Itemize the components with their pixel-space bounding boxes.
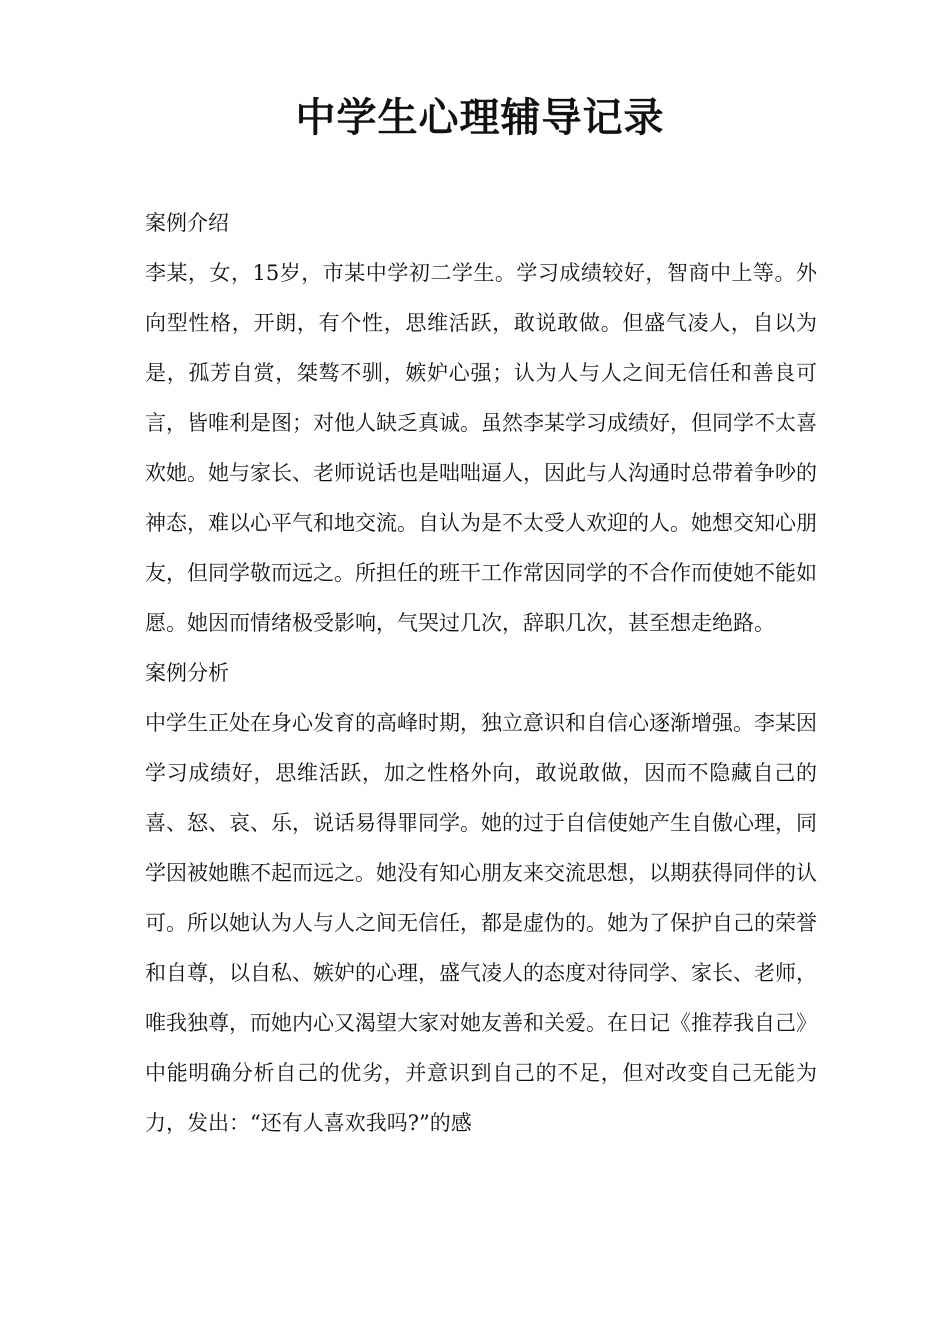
document-title: 中学生心理辅导记录 [295, 95, 665, 141]
document-body [145, 198, 817, 1148]
section-case-analysis [145, 648, 817, 1148]
section-paragraph: 李某，女，15岁，市某中学初二学生。学习成绩较好，智商中上等。外向型性格，开朗，有个性，思维活跃，敢说敢做。但盛气凌人，自以为是，孤芳自赏，桀骜不驯，嫉妒心强；认为人与人之间无信任和善良可言，皆唯利是图；对他人缺乏真诚。虽然李某学习成绩好，但同学不太喜欢她。她与家长、老师说话也是咄咄逼人，因此与人沟通时总带着争吵的神态，难以心平气和地交流。自认为是不太受人欢迎的人。她想交知心朋友，但同学敬而远之。所担任的班干工作常因同学的不合作而使她不能如愿。她因而情绪极受影响，气哭过几次，辞职几次，甚至想走绝路。 [145, 261, 817, 635]
section-heading: 案例介绍 [145, 211, 229, 235]
section-paragraph: 中学生正处在身心发育的高峰时期，独立意识和自信心逐渐增强。李某因学习成绩好，思维活跃，加之性格外向，敢说敢做，因而不隐藏自己的喜、怒、哀、乐，说话易得罪同学。她的过于自信使她产生自傲心理，同学因被她瞧不起而远之。她没有知心朋友来交流思想，以期获得同伴的认可。所以她认为人与人之间无信任，都是虚伪的。她为了保护自己的荣誉和自尊，以自私、嫉妒的心理，盛气凌人的态度对待同学、家长、老师，唯我独尊，而她内心又渴望大家对她友善和关爱。在日记《推荐我自己》中能明确分析自己的优劣，并意识到自己的不足，但对改变自己无能为力，发出：“还有人喜欢我吗?”的感 [145, 711, 817, 1135]
section-heading: 案例分析 [145, 661, 229, 685]
section-case-introduction [145, 198, 817, 648]
